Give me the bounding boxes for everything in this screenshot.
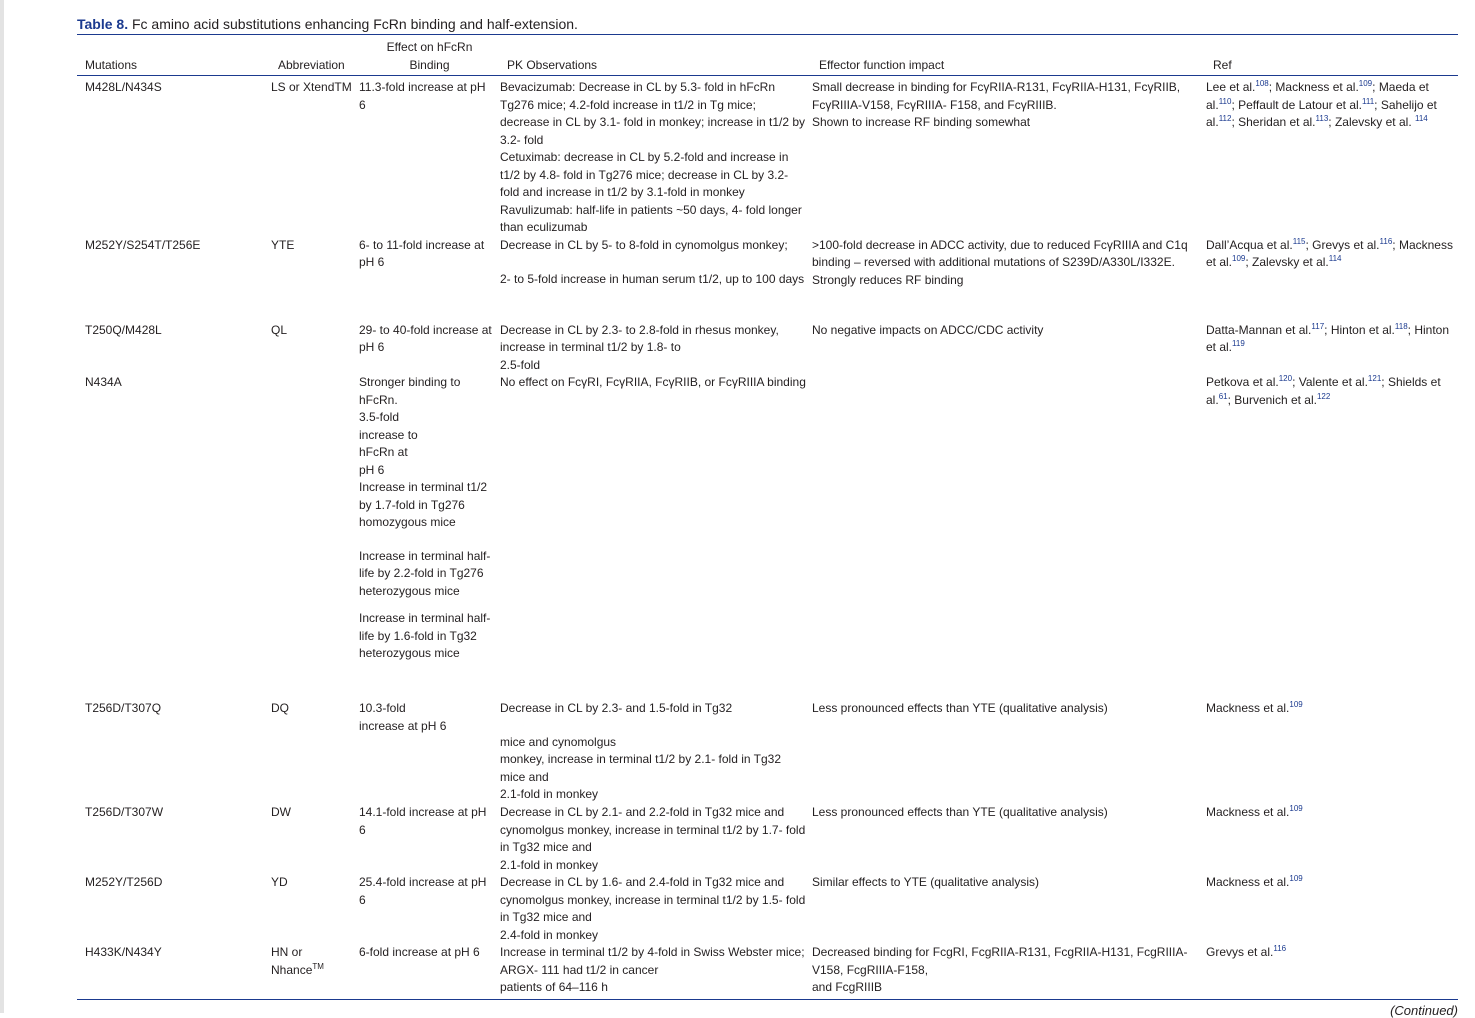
- ref-link[interactable]: Hinton et al.$^{118}$: [1330, 321, 1408, 337]
- cell-ref: [1205, 804, 1458, 874]
- cell-ref: Lee et al.$^{108}$; Mackness et al.$^{109}$; Maeda et al.$^{110}$; Peffault de Latour et al.$^{111}$; Sahelijo et al.$^{112}$; Sheridan et al.$^{113}$; Zalevsky et al. $^{114}$: [1206, 79, 1437, 129]
- pk-line: 2.1-fold in monkey: [500, 787, 599, 801]
- table-row: [77, 874, 1458, 944]
- cell-pk: No effect on FcγRI, FcγRIIA, FcγRIIB, or FcγRIIIA binding: [500, 375, 806, 389]
- effect-line: 10.3-fold: [359, 701, 406, 715]
- pk-line: Increase in terminal t1/2 by 4-fold in Swiss Webster mice; ARGX- 111 had t1/2 in cancer: [500, 945, 805, 977]
- cell-effector: No negative impacts on ADCC/CDC activity: [812, 322, 1044, 337]
- ref-link[interactable]: Petkova et al.$^{120}$: [1206, 374, 1293, 389]
- pk-line: mice and cynomolgus: [500, 734, 617, 749]
- header-mutations: Mutations: [85, 57, 138, 72]
- ref-link[interactable]: Valente et al.$^{121}$: [1298, 374, 1382, 389]
- pk-line: Decrease in CL by 2.3- to 2.8-fold in rhesus monkey, increase in terminal t1/2 by 1.8- to: [500, 322, 779, 354]
- cell-effector: Similar effects to YTE (qualitative analysis): [812, 875, 1039, 889]
- ref-link[interactable]: Mackness et al.$^{109}$: [1206, 237, 1453, 269]
- effect-line: Increase in terminal t1/2 by 1.7-fold in Tg276 homozygous mice: [359, 480, 488, 529]
- effector-line: Decreased binding for FcgRI, FcgRIIA-R131, FcgRIIA-H131, FcgRIIIA-V158, FcgRIIIA-F158,: [812, 945, 1188, 977]
- table-row: [77, 944, 1458, 997]
- table-row: [77, 804, 1458, 874]
- ref-link[interactable]: Dall’Acqua et al.$^{115}$: [1206, 236, 1306, 252]
- cell-mutation: M252Y/T256D: [85, 875, 163, 889]
- cell-abbreviation: DQ: [271, 701, 289, 715]
- effect-line: hFcRn at: [359, 445, 408, 459]
- abbr-line: HN or: [271, 945, 303, 959]
- cell-abbreviation: YTE: [271, 237, 295, 252]
- table-title: Fc amino acid substitutions enhancing FcRn binding and half-extension.: [131, 16, 578, 32]
- effect-line: Increase in terminal half-life by 2.2-fold in Tg276 heterozygous mice: [359, 548, 491, 598]
- effect-line: Increase in terminal half-life by 1.6-fold in Tg32 heterozygous mice: [359, 611, 491, 660]
- table-label: Table 8.: [77, 16, 129, 32]
- cell-effect: 14.1-fold increase at pH 6: [359, 805, 487, 837]
- cell-pk: [499, 322, 811, 375]
- table-page: [77, 14, 1458, 1018]
- cell-ref: Dall’Acqua et al.$^{115}$; Grevys et al.$^{116}$; Mackness et al.$^{109}$; Zalevsky et al.$^{114}$: [1206, 236, 1453, 269]
- cell-effect: [358, 374, 499, 700]
- pk-line: 2.5-fold: [500, 357, 541, 372]
- ref-link[interactable]: Sheridan et al.$^{113}$: [1238, 114, 1329, 129]
- cell-pk: [499, 874, 811, 944]
- cell-effector: Less pronounced effects than YTE (qualitative analysis): [812, 805, 1108, 819]
- cell-mutation: N434A: [85, 375, 122, 389]
- ref-link[interactable]: Mackness et al.$^{109}$: [1206, 804, 1303, 819]
- cell-pk: [499, 237, 811, 322]
- effector-line: >100-fold decrease in ADCC activity, due to reduced FcγRIIIA and C1q binding – reversed with additional mutations of S239D/A330L/I332E.: [812, 237, 1188, 269]
- cell-mutation: T256D/T307Q: [85, 701, 162, 715]
- ref-link[interactable]: Shields et al.$^{61}$: [1206, 375, 1441, 407]
- abbr-line: Nhance™: [271, 961, 324, 977]
- ref-link[interactable]: Sahelijo et al.$^{112}$: [1206, 97, 1437, 129]
- pk-line: patients of 64–116 h: [500, 980, 608, 994]
- header-pk: PK Observations: [507, 57, 598, 72]
- table-caption: [77, 14, 1458, 34]
- cell-effect: 29- to 40-fold increase at pH 6: [359, 322, 492, 354]
- ref-link[interactable]: Datta-Mannan et al.$^{117}$: [1206, 321, 1325, 337]
- bottom-rule: [77, 999, 1458, 1000]
- ref-link[interactable]: Zalevsky et al.$^{114}$: [1252, 254, 1342, 269]
- cell-abbreviation: QL: [271, 322, 288, 337]
- ref-link[interactable]: Mackness et al.$^{109}$: [1206, 874, 1303, 889]
- header-effect: [358, 35, 499, 76]
- cell-abbreviation: [270, 374, 358, 700]
- cell-abbreviation: [270, 944, 358, 997]
- cell-ref: [1205, 944, 1458, 997]
- cell-ref: [1205, 874, 1458, 944]
- pk-line: 2- to 5-fold increase in human serum t1/2, up to 100 days: [500, 272, 805, 286]
- table-row: [77, 76, 1458, 237]
- pk-line: monkey, increase in terminal t1/2 by 2.1- fold in Tg32 mice and: [500, 752, 782, 784]
- cell-effect: 11.3-fold increase at pH 6: [359, 80, 486, 112]
- cell-pk: [499, 804, 811, 874]
- pk-line: Cetuximab: decrease in CL by 5.2-fold and increase in t1/2 by 4.8- fold in Tg276 mice; decrease in CL by 3.2- fold and increase in t1/2 by 3.1-fold in monkey: [500, 150, 789, 199]
- ref-link[interactable]: Zalevsky et al. $^{114}$: [1334, 114, 1428, 129]
- header-abbreviation: Abbreviation: [278, 57, 345, 72]
- header-effect-line2: Binding: [409, 57, 450, 72]
- ref-link[interactable]: Grevys et al.$^{116}$: [1206, 944, 1287, 959]
- effect-line: increase at pH 6: [359, 718, 447, 733]
- cell-abbreviation: YD: [271, 875, 288, 889]
- cell-mutation: M252Y/S254T/T256E: [85, 237, 201, 252]
- pk-line: Decrease in CL by 2.3- and 1.5-fold in Tg32: [500, 701, 733, 715]
- effect-line: Stronger binding to hFcRn.: [359, 375, 461, 407]
- table-row: [77, 700, 1458, 804]
- ref-link[interactable]: Burvenich et al.$^{122}$: [1234, 391, 1331, 407]
- header-effector: Effector function impact: [819, 57, 945, 72]
- continued-note: (Continued): [1390, 1003, 1458, 1018]
- cell-ref: Datta-Mannan et al.$^{117}$; Hinton et al.$^{118}$; Hinton et al.$^{119}$: [1206, 321, 1450, 354]
- cell-effect: 6- to 11-fold increase at pH 6: [359, 237, 485, 269]
- cell-effector: [811, 374, 1205, 700]
- cell-pk: [499, 944, 811, 997]
- cell-abbreviation: DW: [271, 805, 291, 819]
- cell-ref: Petkova et al.$^{120}$; Valente et al.$^{121}$; Shields et al.$^{61}$; Burvenich et al.$^{122}$: [1206, 374, 1441, 407]
- effect-line: 3.5-fold: [359, 410, 400, 424]
- pk-line: 2.1-fold in monkey: [500, 857, 599, 872]
- page-edge: [0, 0, 4, 1013]
- cell-effector: [811, 944, 1205, 997]
- effector-line: Strongly reduces RF binding: [812, 272, 964, 287]
- cell-pk: [499, 76, 811, 237]
- cell-pk: [499, 700, 811, 804]
- table-row: [77, 322, 1458, 375]
- pk-line: Bevacizumab: Decrease in CL by 5.3- fold in hFcRn Tg276 mice; 4.2-fold increase in t1/2 in Tg mice; decrease in CL by 3.1- fold in monkey; increase in t1/2 by 3.2- fold: [500, 80, 806, 147]
- header-effect-line1: Effect on hFcRn: [386, 40, 473, 54]
- cell-mutation: T256D/T307W: [85, 805, 164, 819]
- cell-ref: [1205, 700, 1458, 804]
- cell-effector: Less pronounced effects than YTE (qualitative analysis): [812, 701, 1108, 715]
- cell-mutation: M428L/N434S: [85, 80, 162, 94]
- data-table: [77, 35, 1458, 997]
- table-row: [77, 237, 1458, 322]
- ref-link[interactable]: Peffault de Latour et al.$^{111}$: [1238, 96, 1375, 112]
- cell-abbreviation: LS or XtendTM: [271, 80, 352, 94]
- ref-link[interactable]: Hinton et al.$^{119}$: [1206, 322, 1450, 354]
- effect-line: increase to: [359, 427, 418, 442]
- table-row: [77, 374, 1458, 700]
- ref-link[interactable]: Lee et al.$^{108}$: [1206, 79, 1269, 94]
- cell-effect: 6-fold increase at pH 6: [359, 945, 480, 959]
- header-row: [77, 35, 1458, 76]
- cell-mutation: T250Q/M428L: [85, 322, 162, 337]
- pk-line: 2.4-fold in monkey: [500, 927, 599, 942]
- pk-line: Ravulizumab: half-life in patients ~50 days, 4- fold longer than eculizumab: [500, 202, 802, 234]
- ref-link[interactable]: Maeda et al.$^{110}$: [1206, 80, 1429, 112]
- pk-line: Decrease in CL by 2.1- and 2.2-fold in Tg32 mice and cynomolgus monkey, increase in terminal t1/2 by 1.7- fold in Tg32 mice and: [500, 805, 806, 854]
- effect-line: pH 6: [359, 462, 385, 477]
- effector-line: and FcgRIIIB: [812, 980, 883, 994]
- cell-effect: [358, 700, 499, 804]
- effector-line: Shown to increase RF binding somewhat: [812, 115, 1031, 129]
- cell-effect: 25.4-fold increase at pH 6: [359, 875, 487, 907]
- pk-line: Decrease in CL by 5- to 8-fold in cynomolgus monkey;: [500, 237, 788, 252]
- cell-effector: [811, 76, 1205, 237]
- ref-link[interactable]: Grevys et al.$^{116}$: [1312, 236, 1393, 252]
- cell-effector: [811, 237, 1205, 322]
- header-ref: Ref: [1213, 57, 1232, 72]
- ref-link[interactable]: Mackness et al.$^{109}$: [1206, 700, 1303, 715]
- pk-line: Decrease in CL by 1.6- and 2.4-fold in Tg32 mice and cynomolgus monkey, increase in terminal t1/2 by 1.5- fold in Tg32 mice and: [500, 875, 806, 924]
- ref-link[interactable]: Mackness et al.$^{109}$: [1275, 79, 1373, 94]
- effector-line: Small decrease in binding for FcγRIIA-R131, FcγRIIA-H131, FcγRIIB, FcγRIIIA-V158, FcγRIIIA- F158, and FcγRIIIB.: [812, 80, 1181, 112]
- cell-mutation: H433K/N434Y: [85, 945, 162, 959]
